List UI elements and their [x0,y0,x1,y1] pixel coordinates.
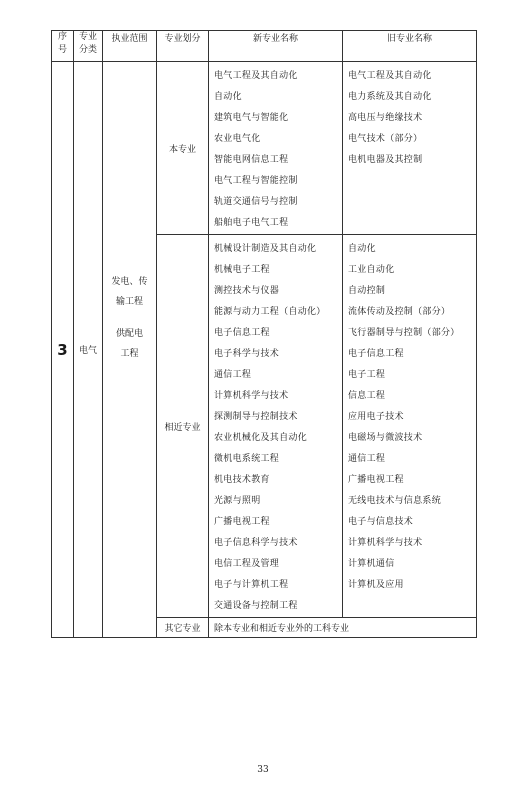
major-name-item: 光源与照明 [214,496,261,506]
major-name-item: 智能电网信息工程 [214,155,289,165]
page-number: 33 [257,765,269,775]
related-old-list [343,235,477,618]
header-seq: 序 号 [52,31,74,62]
major-name-item: 农业电气化 [214,134,261,144]
major-name-item: 通信工程 [348,454,386,464]
major-name-item: 工业自动化 [348,265,395,275]
seq-cell: 3 [52,62,74,638]
major-name-item: 电信工程及管理 [214,559,280,569]
row-this-major [52,62,477,235]
major-name-item: 电子与计算机工程 [214,580,289,590]
major-name-item: 探测制导与控制技术 [214,412,298,422]
division-other: 其它专业 [157,618,209,638]
this-new-list [209,62,343,235]
major-name-item: 测控技术与仪器 [214,286,280,296]
header-scope: 执业范围 [103,31,157,62]
header-old-name: 旧专业名称 [343,31,477,62]
major-name-item: 通信工程 [214,370,252,380]
division-this: 本专业 [157,62,209,235]
major-name-item: 电气工程与智能控制 [214,176,298,186]
major-name-item: 交通设备与控制工程 [214,601,298,611]
header-category: 专业 分类 [74,31,103,62]
major-name-item: 电子信息工程 [348,349,404,359]
major-name-item: 电机电器及其控制 [348,155,423,165]
major-name-item: 机电技术教育 [214,475,270,485]
major-name-item: 机械设计制造及其自动化 [214,244,317,254]
major-name-item: 农业机械化及其自动化 [214,433,308,443]
major-name-item: 自动化 [348,244,376,254]
major-name-item: 广播电视工程 [348,475,404,485]
major-name-item: 电气技术（部分） [348,134,423,144]
category-cell: 电气 [74,62,103,638]
major-name-item: 电磁场与微波技术 [348,433,423,443]
major-name-item: 电气工程及其自动化 [348,71,432,81]
major-name-item: 广播电视工程 [214,517,270,527]
major-name-item: 建筑电气与智能化 [214,113,289,123]
major-name-item: 飞行器制导与控制（部分） [348,328,460,338]
major-table [51,30,477,638]
major-name-item: 电子与信息技术 [348,517,414,527]
other-text: 除本专业和相近专业外的工科专业 [209,618,477,638]
major-name-item: 高电压与绝缘技术 [348,113,423,123]
header-row [52,31,477,62]
major-name-item: 机械电子工程 [214,265,270,275]
major-name-item: 计算机科学与技术 [214,391,289,401]
major-name-item: 无线电技术与信息系统 [348,496,442,506]
major-name-item: 计算机及应用 [348,580,404,590]
major-name-item: 应用电子技术 [348,412,404,422]
major-name-item: 自动化 [214,92,242,102]
major-name-item: 能源与动力工程（自动化） [214,307,326,317]
major-name-item: 轨道交通信号与控制 [214,197,298,207]
header-new-name: 新专业名称 [209,31,343,62]
major-name-item: 电子信息工程 [214,328,270,338]
major-name-item: 电子信息科学与技术 [214,538,298,548]
major-name-item: 信息工程 [348,391,386,401]
header-division: 专业划分 [157,31,209,62]
major-name-item: 计算机科学与技术 [348,538,423,548]
major-name-item: 电子科学与技术 [214,349,280,359]
this-old-list [343,62,477,235]
related-new-list [209,235,343,618]
major-name-item: 微机电系统工程 [214,454,280,464]
major-name-item: 电子工程 [348,370,386,380]
major-name-item: 船舶电子电气工程 [214,218,289,228]
major-name-item: 自动控制 [348,286,386,296]
major-name-item: 计算机通信 [348,559,395,569]
scope-cell: 发电、传 输工程 供配电 工程 [103,62,157,638]
major-name-item: 电力系统及其自动化 [348,92,432,102]
major-name-item: 电气工程及其自动化 [214,71,298,81]
major-name-item: 流体传动及控制（部分） [348,307,451,317]
division-related: 相近专业 [157,235,209,618]
